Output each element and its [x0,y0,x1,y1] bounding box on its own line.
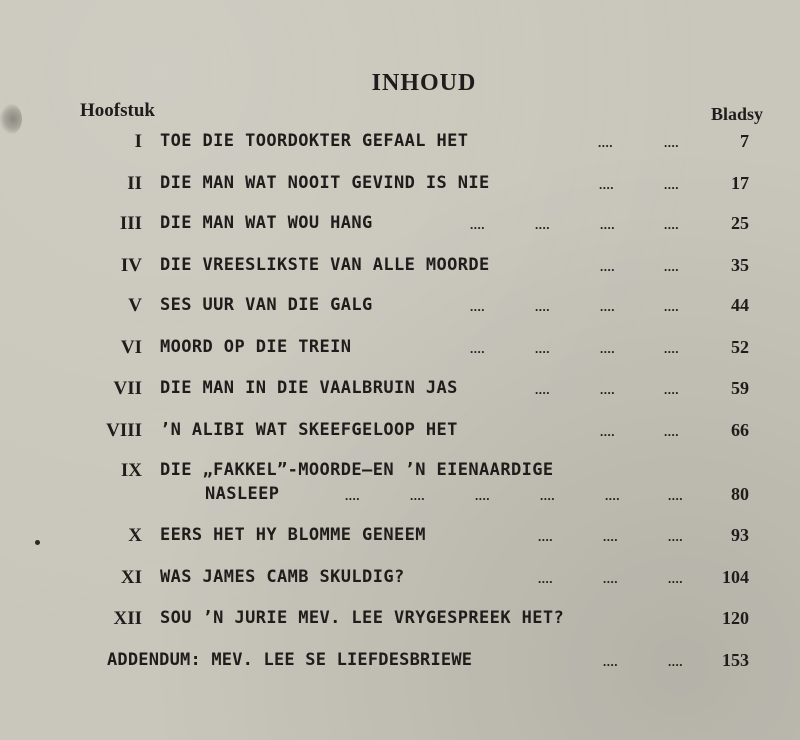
leader-dots: .... [664,382,679,397]
leader-dots: .... [535,217,550,232]
chapter-column-header: Hoofstuk [80,100,155,121]
leader-dots: .... [603,529,618,544]
chapter-title: SOU ’N JURIE MEV. LEE VRYGESPREEK HET? [160,608,565,628]
leader-dots: .... [600,341,615,356]
chapter-title: DIE MAN WAT NOOIT GEVIND IS NIE [160,173,490,193]
ink-blot [0,104,22,134]
leader-dots: .... [345,488,360,503]
chapter-number: X [128,525,142,546]
toc-row [0,608,800,638]
leader-dots: .... [538,529,553,544]
page-number: 7 [740,131,749,151]
chapter-title: DIE VREESLIKSTE VAN ALLE MOORDE [160,255,490,275]
leader-dots: .... [664,217,679,232]
leader-dots: .... [538,571,553,586]
page-number: 153 [722,650,749,670]
chapter-title: DIE MAN WAT WOU HANG [160,213,373,233]
leader-dots: .... [668,571,683,586]
toc-row [0,131,800,161]
leader-dots: .... [599,177,614,192]
chapter-number: VI [120,337,142,358]
leader-dots: .... [605,488,620,503]
toc-row [0,420,800,450]
leader-dots: .... [664,259,679,274]
page-number: 120 [722,608,749,628]
leader-dots: .... [603,571,618,586]
toc-row [0,173,800,203]
toc-row-continuation [0,484,800,514]
leader-dots: .... [600,299,615,314]
addendum-title: ADDENDUM: MEV. LEE SE LIEFDESBRIEWE [107,650,473,670]
page-number: 93 [731,525,749,545]
page-number: 104 [722,567,749,587]
chapter-title: SES UUR VAN DIE GALG [160,295,373,315]
toc-row [0,295,800,325]
leader-dots: .... [470,299,485,314]
chapter-number: III [119,213,142,234]
leader-dots: .... [664,424,679,439]
leader-dots: .... [470,217,485,232]
leader-dots: .... [470,341,485,356]
page-title: INHOUD [371,70,477,96]
leader-dots: .... [664,177,679,192]
chapter-number: XI [120,567,142,588]
page-number: 25 [731,213,749,233]
leader-dots: .... [535,382,550,397]
chapter-title: DIE „FAKKEL”-MOORDE—EN ’N EIENAARDIGE [160,460,554,480]
chapter-number: VII [113,378,142,399]
leader-dots: .... [600,382,615,397]
chapter-title: DIE MAN IN DIE VAALBRUIN JAS [160,378,458,398]
page-number: 17 [731,173,749,193]
chapter-number: XII [113,608,142,629]
chapter-number: V [128,295,142,316]
toc-row [0,337,800,367]
toc-row [0,213,800,243]
toc-row-addendum [0,650,800,680]
page-column-header: Bladsy [710,104,763,124]
page-number: 59 [731,378,749,398]
page-number: 44 [731,295,749,315]
leader-dots: .... [598,135,613,150]
leader-dots: .... [668,488,683,503]
page-number: 66 [731,420,749,440]
toc-row [0,378,800,408]
leader-dots: .... [535,341,550,356]
leader-dots: .... [664,341,679,356]
leader-dots: .... [600,259,615,274]
leader-dots: .... [410,488,425,503]
leader-dots: .... [668,529,683,544]
toc-row [0,567,800,597]
page-number: 52 [731,337,749,357]
leader-dots: .... [600,217,615,232]
leader-dots: .... [600,424,615,439]
chapter-title: WAS JAMES CAMB SKULDIG? [160,567,405,587]
leader-dots: .... [475,488,490,503]
leader-dots: .... [664,135,679,150]
chapter-title: ’N ALIBI WAT SKEEFGELOOP HET [160,420,458,440]
toc-row [0,525,800,555]
chapter-title-continuation: NASLEEP [205,484,280,504]
page-number: 80 [731,484,749,504]
chapter-number: IX [120,460,142,481]
chapter-title: EERS HET HY BLOMME GENEEM [160,525,426,545]
leader-dots: .... [668,654,683,669]
chapter-number: II [127,173,142,194]
chapter-number: I [134,131,142,152]
chapter-title: TOE DIE TOORDOKTER GEFAAL HET [160,131,469,151]
chapter-number: IV [120,255,142,276]
leader-dots: .... [664,299,679,314]
chapter-number: VIII [106,420,142,441]
chapter-title: MOORD OP DIE TREIN [160,337,352,357]
leader-dots: .... [535,299,550,314]
toc-row [0,255,800,285]
page-number: 35 [731,255,749,275]
leader-dots: .... [540,488,555,503]
leader-dots: .... [603,654,618,669]
